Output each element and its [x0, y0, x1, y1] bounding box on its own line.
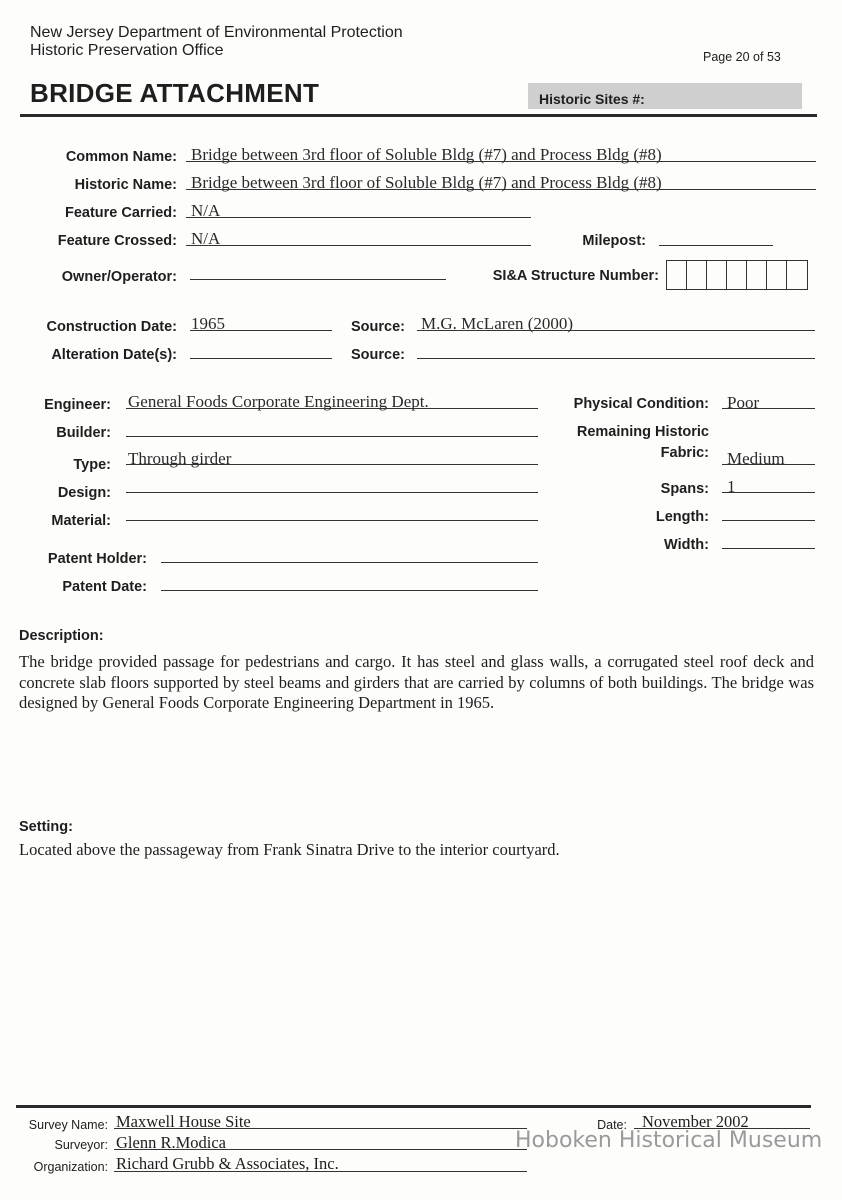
sia-box	[667, 261, 687, 289]
source-value-1: M.G. McLaren (2000)	[421, 314, 574, 333]
agency-name: New Jersey Department of Environmental Protection	[30, 24, 403, 41]
sia-structure-label: SI&A Structure Number:	[492, 268, 659, 284]
feature-carried-label: Feature Carried:	[64, 205, 177, 221]
owner-operator-line	[190, 279, 446, 280]
organization-value: Richard Grubb & Associates, Inc.	[116, 1154, 339, 1173]
organization-label: Organization:	[33, 1160, 108, 1174]
patent-date-line	[161, 590, 538, 591]
spans-value: 1	[727, 477, 736, 496]
sia-box	[747, 261, 767, 289]
common-name-line	[186, 161, 816, 162]
builder-line	[126, 436, 538, 437]
construction-date-line	[190, 330, 332, 331]
historic-name-value: Bridge between 3rd floor of Soluble Bldg (#7) and Process Bldg (#8)	[191, 173, 662, 192]
setting-text: Located above the passageway from Frank Sinatra Drive to the interior courtyard.	[19, 840, 560, 859]
survey-name-line	[114, 1128, 527, 1129]
feature-carried-value: N/A	[191, 201, 221, 220]
sia-box	[727, 261, 747, 289]
patent-date-label: Patent Date:	[62, 579, 147, 595]
footer-rule	[16, 1105, 811, 1108]
historic-name-label: Historic Name:	[74, 177, 177, 193]
feature-carried-line	[186, 217, 531, 218]
museum-watermark: Hoboken Historical Museum	[515, 1128, 823, 1153]
historic-sites-field	[528, 83, 802, 109]
sia-box	[707, 261, 727, 289]
engineer-line	[126, 408, 538, 409]
source-label-2: Source:	[351, 347, 405, 363]
milepost-line	[659, 245, 773, 246]
width-label: Width:	[664, 537, 709, 553]
organization-line	[114, 1171, 527, 1172]
construction-date-value: 1965	[191, 314, 225, 333]
type-value: Through girder	[128, 449, 232, 468]
feature-crossed-line	[186, 245, 531, 246]
source-line-1	[417, 330, 815, 331]
header-rule	[20, 114, 817, 117]
spans-line	[722, 492, 815, 493]
material-label: Material:	[51, 513, 111, 529]
source-label-1: Source:	[351, 319, 405, 335]
historic-name-line	[186, 189, 816, 190]
design-line	[126, 492, 538, 493]
type-label: Type:	[73, 457, 111, 473]
alteration-dates-line	[190, 358, 332, 359]
spans-label: Spans:	[660, 481, 709, 497]
office-name: Historic Preservation Office	[30, 42, 224, 59]
fabric-value: Medium	[727, 449, 785, 468]
fabric-label: Fabric:	[660, 445, 709, 461]
sia-box	[687, 261, 707, 289]
material-line	[126, 520, 538, 521]
engineer-label: Engineer:	[44, 397, 111, 413]
setting-heading: Setting:	[19, 819, 73, 835]
alteration-dates-label: Alteration Date(s):	[51, 347, 177, 363]
length-line	[722, 520, 815, 521]
length-label: Length:	[655, 509, 709, 525]
construction-date-label: Construction Date:	[46, 319, 177, 335]
physical-condition-value: Poor	[727, 393, 760, 412]
common-name-label: Common Name:	[65, 149, 177, 165]
width-line	[722, 548, 815, 549]
description-heading: Description:	[19, 628, 104, 644]
feature-crossed-value: N/A	[191, 229, 221, 248]
patent-holder-line	[161, 562, 538, 563]
sia-structure-boxes	[666, 260, 808, 290]
date-value: November 2002	[642, 1112, 749, 1131]
common-name-value: Bridge between 3rd floor of Soluble Bldg (#7) and Process Bldg (#8)	[191, 145, 662, 164]
physical-condition-line	[722, 408, 815, 409]
sia-box	[787, 261, 807, 289]
builder-label: Builder:	[56, 425, 111, 441]
surveyor-value: Glenn R.Modica	[116, 1133, 226, 1152]
source-line-2	[417, 358, 815, 359]
physical-condition-label: Physical Condition:	[573, 396, 709, 412]
remaining-historic-label: Remaining Historic	[576, 424, 709, 440]
surveyor-label: Surveyor:	[54, 1138, 108, 1152]
description-text: The bridge provided passage for pedestrians and cargo. It has steel and glass walls, a corrugated steel roof deck and concrete slab floors supported by steel beams and girders that are carried by columns of both buildings. The bridge was designed by General Foods Corporate Engineering Department in 1965.	[19, 652, 814, 712]
survey-name-value: Maxwell House Site	[116, 1112, 251, 1131]
date-label: Date:	[597, 1118, 627, 1132]
type-line	[126, 464, 538, 465]
patent-holder-label: Patent Holder:	[47, 551, 147, 567]
feature-crossed-label: Feature Crossed:	[57, 233, 177, 249]
historic-sites-label: Historic Sites #:	[539, 91, 645, 107]
milepost-label: Milepost:	[582, 233, 646, 249]
design-label: Design:	[57, 485, 111, 501]
surveyor-line	[114, 1149, 527, 1150]
survey-name-label: Survey Name:	[28, 1118, 108, 1132]
owner-operator-label: Owner/Operator:	[61, 269, 177, 285]
sia-box	[767, 261, 787, 289]
page-number: Page 20 of 53	[703, 50, 781, 64]
fabric-line	[722, 464, 815, 465]
page-title: BRIDGE ATTACHMENT	[30, 78, 320, 108]
engineer-value: General Foods Corporate Engineering Dept.	[128, 392, 429, 411]
